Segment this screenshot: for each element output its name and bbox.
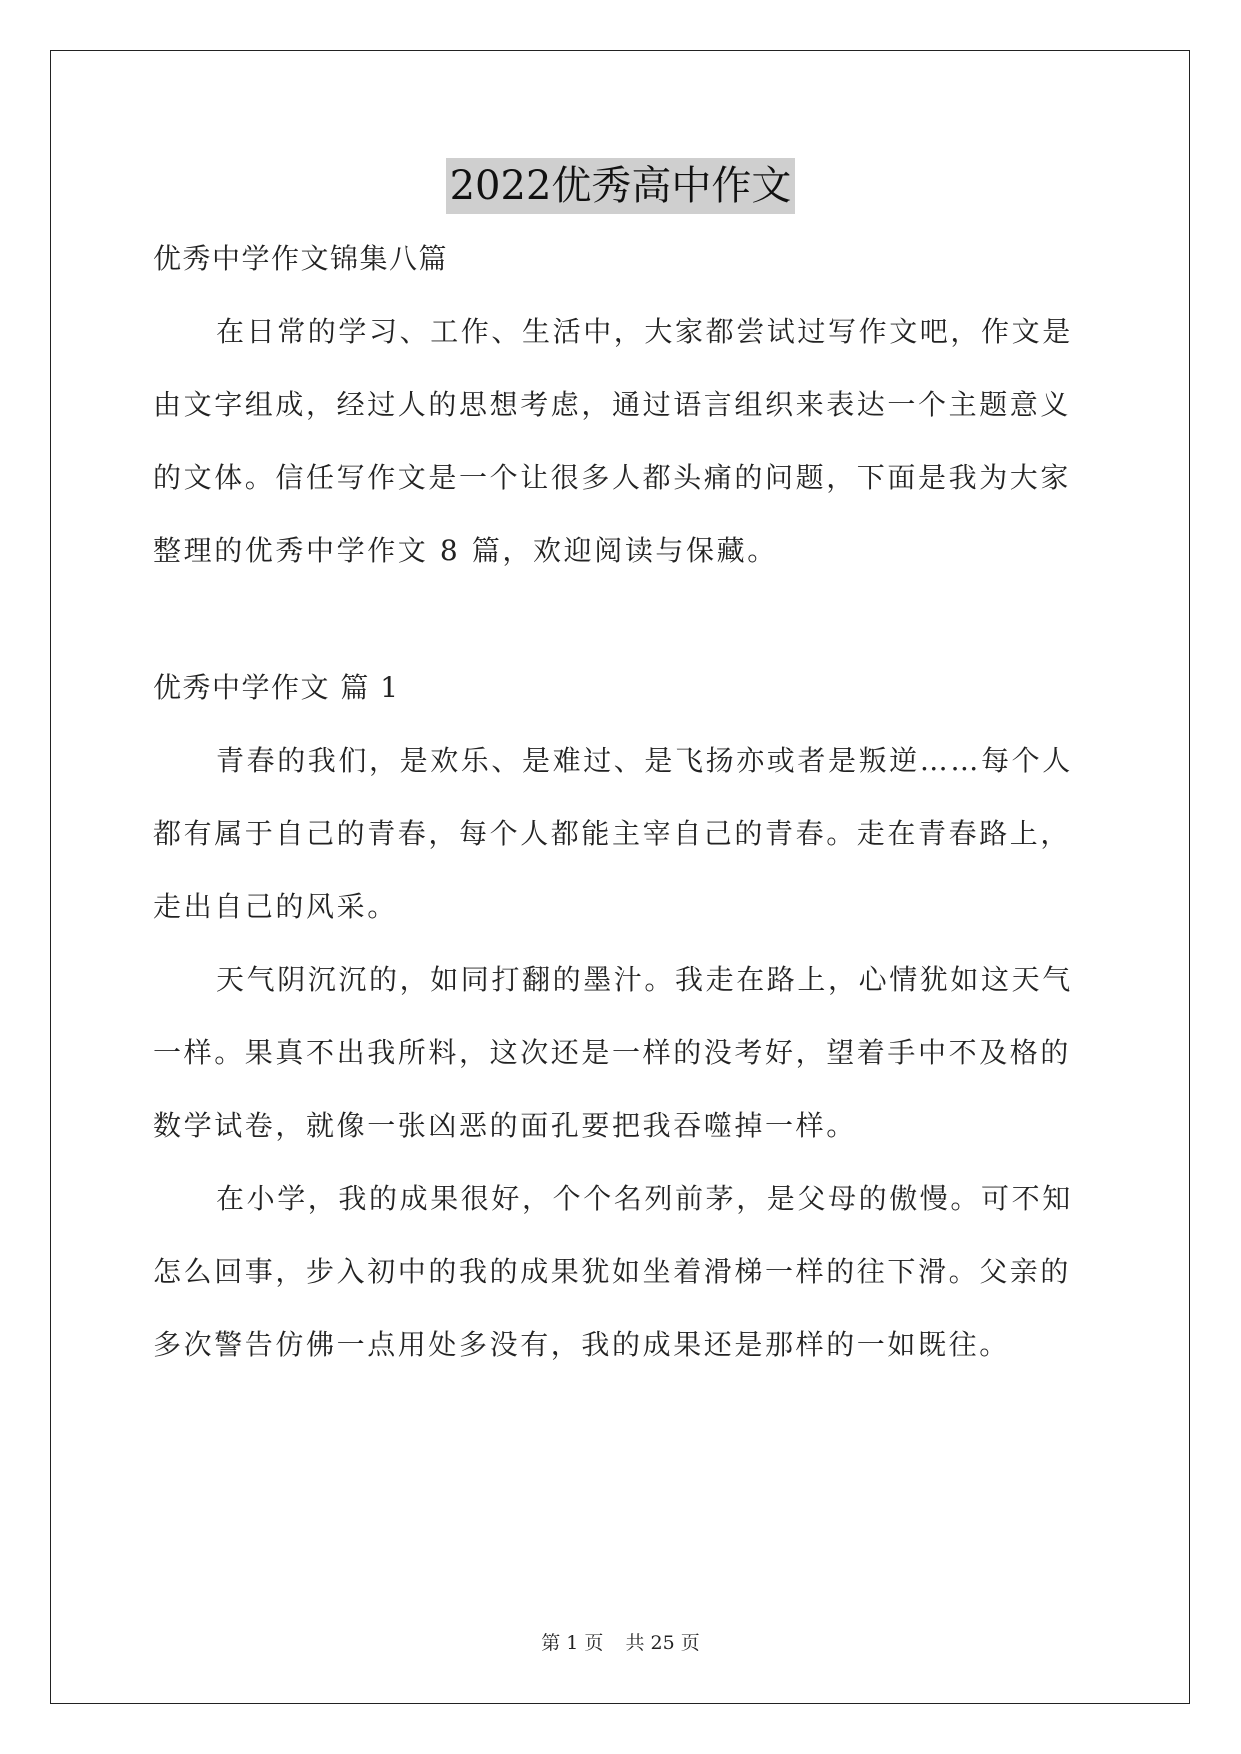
- title-container: [0, 158, 1241, 214]
- page-border: [50, 50, 1190, 1704]
- section-heading: 优秀中学作文 篇 1: [153, 671, 400, 704]
- intro-line: 整理的优秀中学作文 8 篇，欢迎阅读与保藏。: [153, 534, 778, 567]
- document-subtitle: 优秀中学作文锦集八篇: [153, 242, 449, 275]
- page-total: 共 25 页: [625, 1632, 700, 1654]
- paragraph-line: 在小学，我的成果很好，个个名列前茅，是父母的傲慢。可不知: [216, 1182, 1073, 1215]
- page-footer: [0, 1630, 1241, 1656]
- paragraph-line: 多次警告仿佛一点用处多没有，我的成果还是那样的一如既往。: [153, 1328, 1010, 1361]
- intro-line: 由文字组成，经过人的思想考虑，通过语言组织来表达一个主题意义: [153, 388, 1072, 421]
- paragraph-line: 天气阴沉沉的，如同打翻的墨汁。我走在路上，心情犹如这天气: [216, 963, 1073, 996]
- paragraph-line: 走出自己的风采。: [153, 890, 398, 923]
- intro-line: 的文体。信任写作文是一个让很多人都头痛的问题，下面是我为大家: [153, 461, 1072, 494]
- intro-line: 在日常的学习、工作、生活中，大家都尝试过写作文吧，作文是: [216, 315, 1073, 348]
- paragraph-line: 怎么回事，步入初中的我的成果犹如坐着滑梯一样的往下滑。父亲的: [153, 1255, 1072, 1288]
- paragraph-line: 都有属于自己的青春，每个人都能主宰自己的青春。走在青春路上，: [153, 817, 1072, 850]
- paragraph-line: 一样。果真不出我所料，这次还是一样的没考好，望着手中不及格的: [153, 1036, 1072, 1069]
- paragraph-line: 青春的我们，是欢乐、是难过、是飞扬亦或者是叛逆……每个人: [216, 744, 1073, 777]
- paragraph-line: 数学试卷，就像一张凶恶的面孔要把我吞噬掉一样。: [153, 1109, 857, 1142]
- page-number: 第 1 页: [541, 1632, 604, 1654]
- document-title: 2022优秀高中作文: [446, 158, 796, 214]
